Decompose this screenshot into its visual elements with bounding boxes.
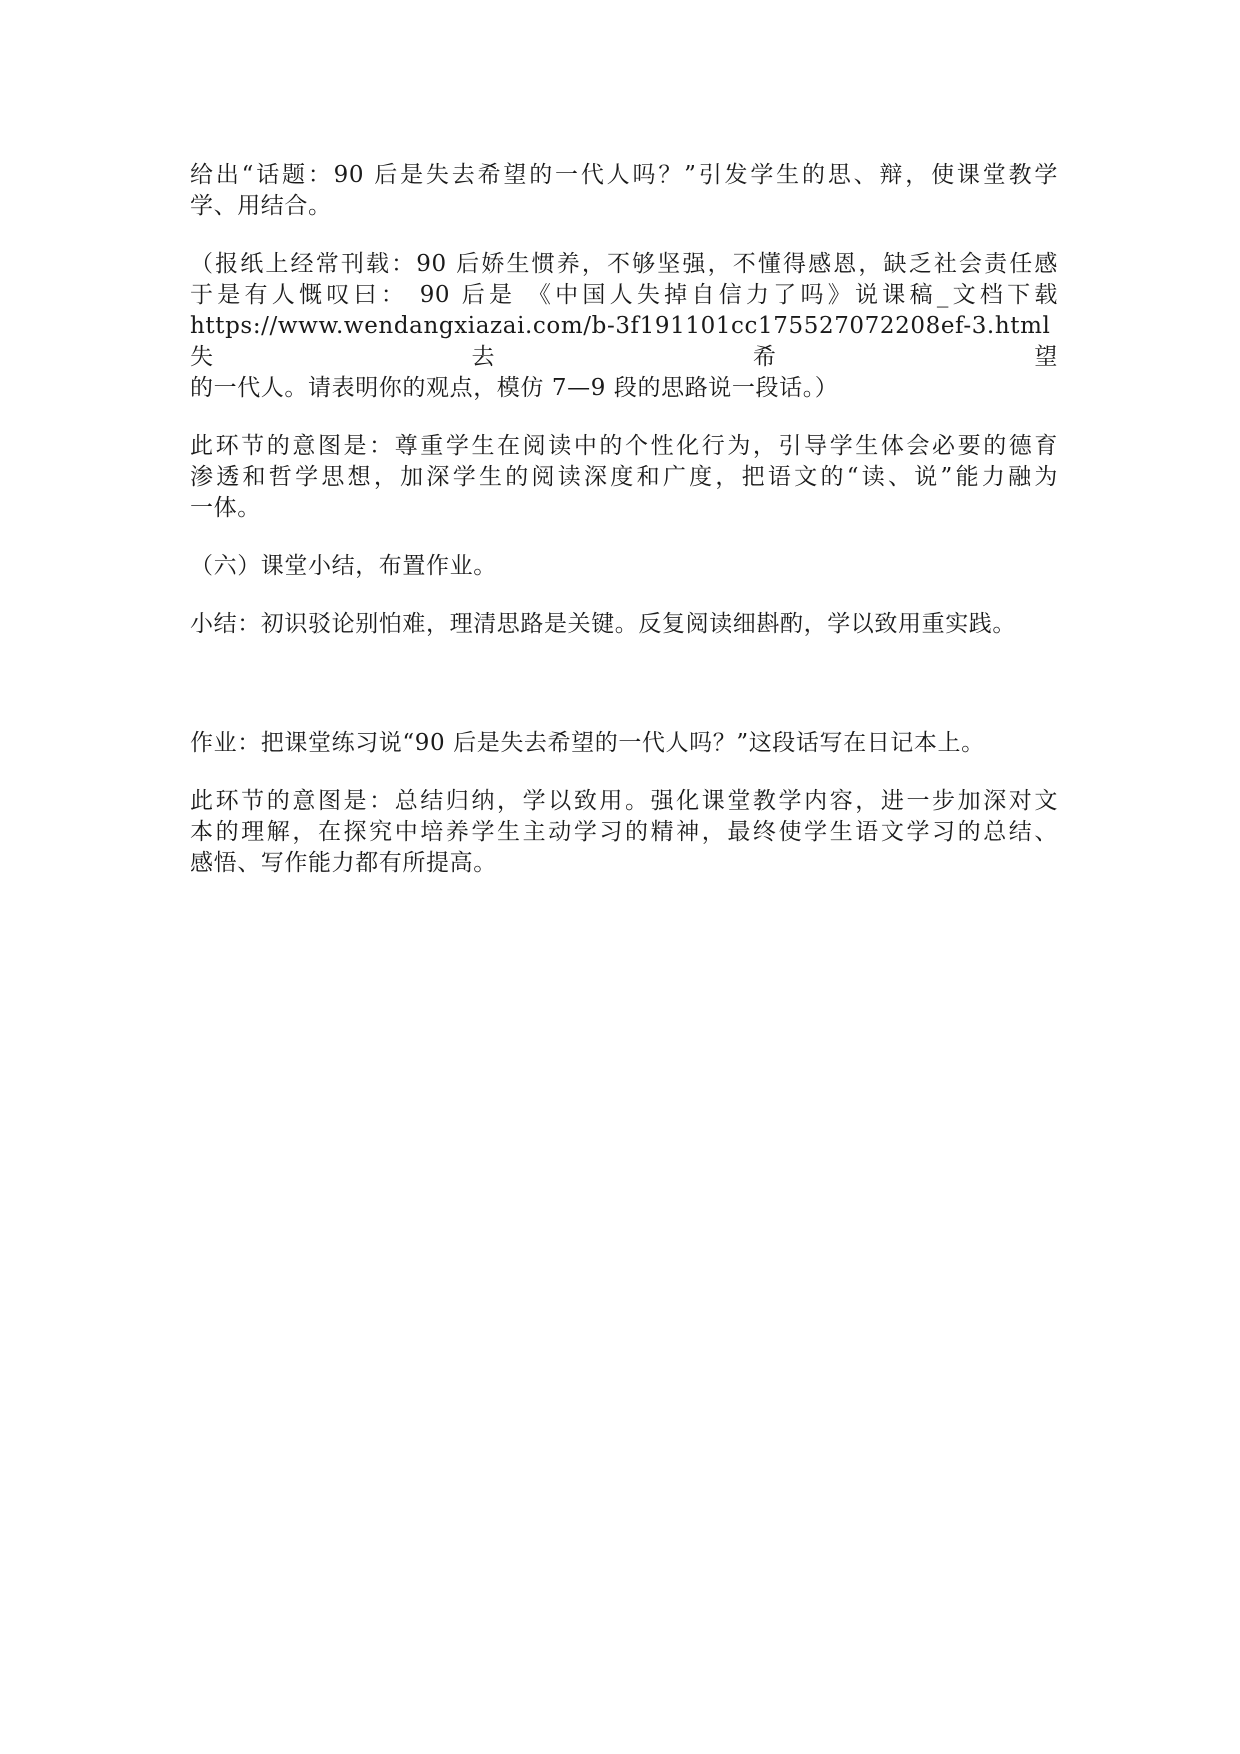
text-line: 的一代人。请表明你的观点，模仿 7—9 段的思路说一段话。）: [190, 375, 839, 401]
paragraph-topic: [190, 160, 1058, 222]
text-line: 渗透和哲学思想，加深学生的阅读深度和广度，把语文的“读、说”能力融为: [190, 464, 1058, 490]
text-line: （报纸上经常刊载：90 后娇生惯养，不够坚强，不懂得感恩，缺乏社会责任感: [190, 251, 1058, 277]
section-heading-summary: [190, 551, 1058, 582]
paragraph-summary: [190, 609, 1058, 640]
text-line: 一体。: [190, 495, 261, 521]
text-line: 此环节的意图是：总结归纳，学以致用。强化课堂教学内容，进一步加深对文: [190, 788, 1058, 814]
text-line: 给出“话题：90 后是失去希望的一代人吗？”引发学生的思、辩，使课堂教学: [190, 162, 1058, 188]
paragraph-intent-1: [190, 431, 1058, 524]
text-line: 感悟、写作能力都有所提高。: [190, 850, 497, 876]
text-line: 本的理解，在探究中培养学生主动学习的精神，最终使学生语文学习的总结、: [190, 819, 1058, 845]
source-url-line[interactable]: https://www.wendangxiazai.com/b-3f191101cc175527072208ef-3.html 失去希望: [190, 313, 1058, 370]
text-line: 学、用结合。: [190, 193, 332, 219]
paragraph-homework: [190, 728, 1058, 759]
text-line: 小结：初识驳论别怕难，理清思路是关键。反复阅读细斟酌，学以致用重实践。: [190, 611, 1016, 637]
paragraph-newspaper-note: [190, 249, 1058, 404]
text-line: 此环节的意图是：尊重学生在阅读中的个性化行为，引导学生体会必要的德育: [190, 433, 1058, 459]
text-line: 于是有人慨叹曰： 90 后是 《中国人失掉自信力了吗》说课稿_文档下载: [190, 282, 1058, 308]
text-line: （六）课堂小结，布置作业。: [190, 553, 497, 579]
document-body: [190, 160, 1058, 906]
text-line: 作业：把课堂练习说“90 后是失去希望的一代人吗？”这段话写在日记本上。: [190, 730, 985, 756]
paragraph-intent-2: [190, 786, 1058, 879]
